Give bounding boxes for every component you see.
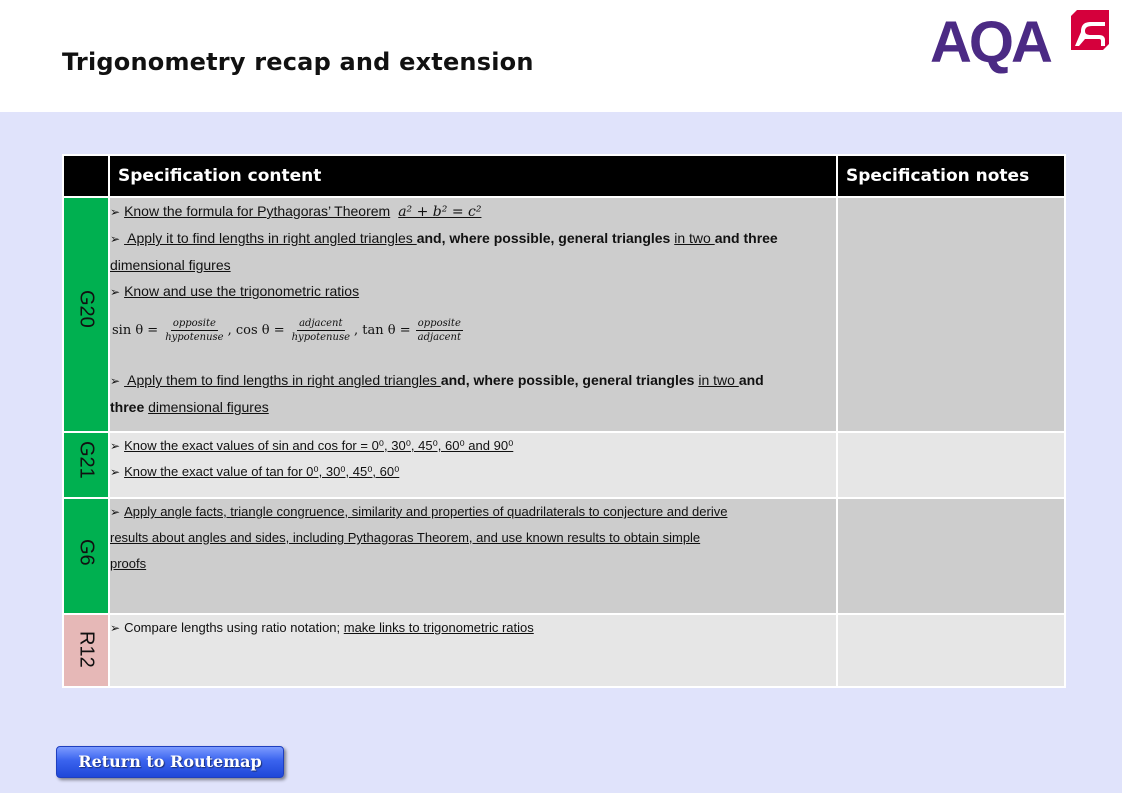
code-cell-r12: [63, 614, 109, 687]
list-item: ➢ Know the exact value of tan for 0⁰, 30⁰, 45⁰, 60⁰: [110, 464, 400, 479]
list-item: ➢ Apply angle facts, triangle congruence, similarity and properties of quadrilaterals to conjecture and derive: [110, 504, 728, 519]
list-item-continuation: proofs: [110, 556, 147, 571]
content-cell-r12: [109, 614, 837, 687]
arrow-bullet-icon: ➢: [110, 232, 121, 246]
aqa-logo: [930, 10, 1110, 74]
arrow-bullet-icon: ➢: [110, 439, 121, 453]
list-item: ➢ Know the formula for Pythagoras’ Theorem a² + b² = c²: [110, 203, 482, 220]
arrow-bullet-icon: ➢: [110, 205, 121, 219]
table-row-g6: [63, 498, 1065, 614]
table-row-g20: [63, 197, 1065, 432]
code-cell-g6: [63, 498, 109, 614]
arrow-bullet-icon: ➢: [110, 465, 121, 479]
list-item: ➢ Apply them to find lengths in right angled triangles and, where possible, general triangles in two and: [110, 372, 764, 388]
content-cell-g6: [109, 498, 837, 614]
table-row-r12: [63, 614, 1065, 687]
aqa-logo-mark-icon: [1071, 10, 1109, 50]
list-item-continuation: dimensional figures: [110, 257, 231, 273]
arrow-bullet-icon: ➢: [110, 505, 121, 519]
header-spec-content: Specification content: [109, 155, 837, 197]
header: [0, 0, 1122, 112]
arrow-bullet-icon: ➢: [110, 374, 121, 388]
notes-cell-r12: [837, 614, 1065, 687]
list-item-continuation: results about angles and sides, including Pythagoras Theorem, and use known results to obtain simple: [110, 530, 701, 545]
code-cell-g21: [63, 432, 109, 498]
list-item: ➢ Know the exact values of sin and cos for = 0⁰, 30⁰, 45⁰, 60⁰ and 90⁰: [110, 438, 514, 453]
header-spec-notes: Specification notes: [837, 155, 1065, 197]
header-code: [63, 155, 109, 197]
fraction: $\frac{\text{opposite}}{\text{hypotenuse}}$: [165, 317, 224, 343]
code-label: G6: [75, 539, 98, 566]
code-label: G21: [75, 441, 98, 479]
list-item: ➢ Compare lengths using ratio notation; make links to trigonometric ratios: [110, 620, 534, 635]
code-label: G20: [75, 290, 98, 328]
trig-ratios-formula: sin θ = $\frac{\text{opposite}}{\text{hypotenuse}}$ , cos θ = $\frac{\text{adjacent}}{\text{hypotenuse}}$ , tan θ = $\frac{\text{opposite}}{\text{adjacent}}$: [112, 317, 462, 343]
return-to-routemap-button[interactable]: Return to Routemap: [56, 746, 284, 778]
notes-cell-g20: [837, 197, 1065, 432]
fraction: $\frac{\text{opposite}}{\text{adjacent}}$: [417, 317, 462, 343]
list-item: ➢ Know and use the trigonometric ratios: [110, 283, 360, 299]
specification-table: [62, 154, 1066, 688]
page-title: Trigonometry recap and extension: [62, 48, 534, 76]
table-header-row: [63, 155, 1065, 197]
content-cell-g21: [109, 432, 837, 498]
notes-cell-g6: [837, 498, 1065, 614]
fraction: $\frac{\text{adjacent}}{\text{hypotenuse}}$: [291, 317, 350, 343]
table-row-g21: [63, 432, 1065, 498]
aqa-logo-text: AQA: [930, 10, 1050, 75]
arrow-bullet-icon: ➢: [110, 621, 121, 635]
arrow-bullet-icon: ➢: [110, 285, 121, 299]
content-cell-g20: [109, 197, 837, 432]
notes-cell-g21: [837, 432, 1065, 498]
list-item-continuation: three dimensional figures: [110, 399, 269, 415]
list-item: ➢ Apply it to find lengths in right angled triangles and, where possible, general triangles in two and three: [110, 230, 778, 246]
code-label: R12: [75, 631, 98, 668]
code-cell-g20: [63, 197, 109, 432]
